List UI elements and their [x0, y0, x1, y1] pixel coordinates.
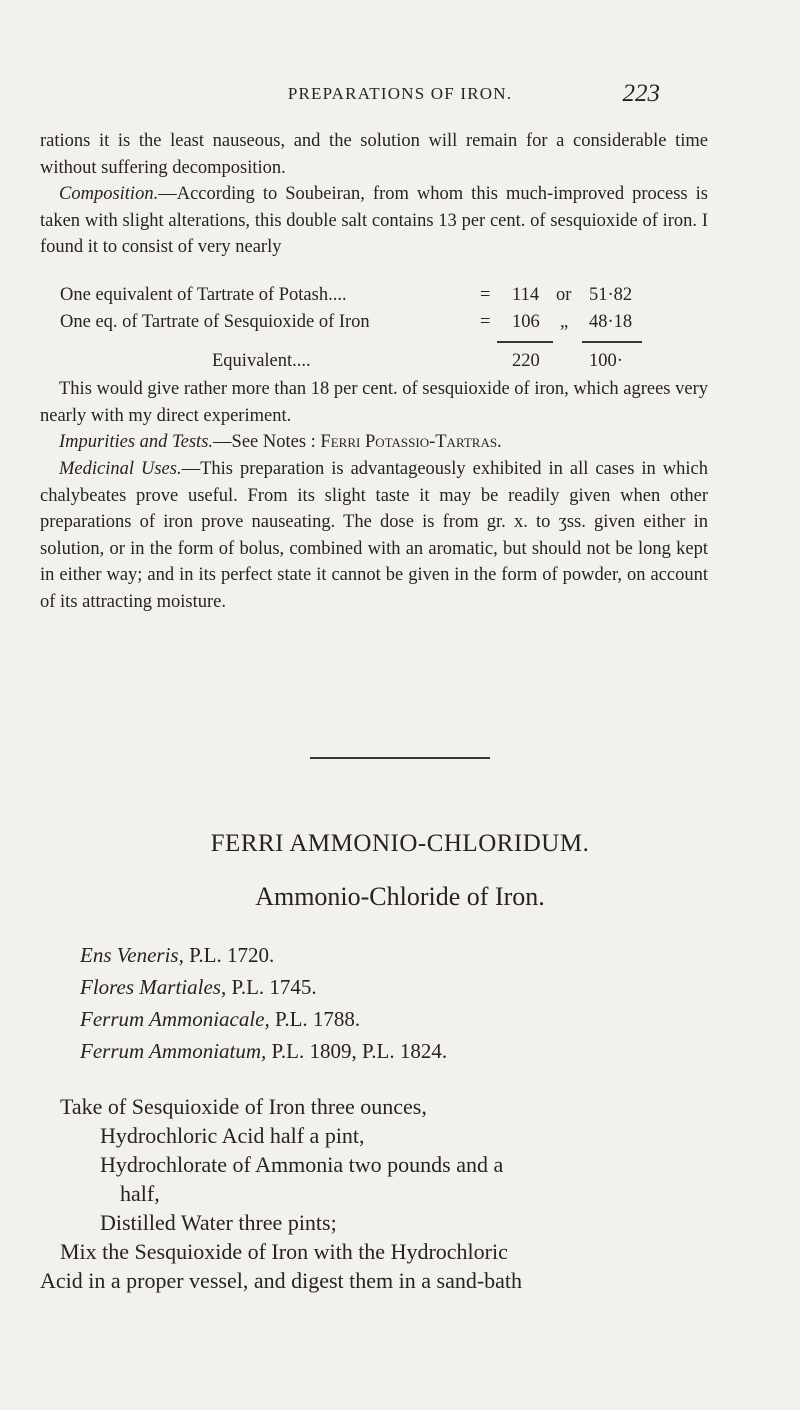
recipe-line: Distilled Water three pints; [100, 1210, 337, 1235]
recipe-line: Hydrochlorate of Ammonia two pounds and a [100, 1152, 504, 1177]
synonym-name: Flores Martiales, [80, 975, 227, 999]
synonym-reference: P.L. 1745. [231, 975, 317, 999]
synonym-reference: P.L. 1809, P.L. 1824. [271, 1039, 448, 1063]
after-table-text: This would give rather more than 18 per cent. of sesquioxide of iron, which agrees very nearly with my direct experiment. [40, 379, 708, 426]
impurities-reference: Ferri Potassio-Tartras. [320, 432, 502, 452]
paragraph-medicinal [40, 456, 708, 615]
synonym-line [80, 943, 274, 968]
table-row-sep: „ [560, 311, 569, 332]
synonym-line [80, 1007, 360, 1032]
table-row-label: One equivalent of Tartrate of Potash.... [60, 285, 347, 305]
table-total-value: 220 [512, 351, 540, 371]
synonym-name: Ferrum Ammoniatum, [80, 1039, 267, 1063]
table-total-row [60, 348, 700, 375]
table-row-percent: 51·82 [589, 285, 633, 305]
impurities-text: —See Notes : [213, 432, 321, 452]
section-subtitle: Ammonio-Chloride of Iron. [255, 882, 545, 911]
recipe-text [40, 1092, 680, 1295]
table-row-eq: = [480, 311, 491, 332]
paragraph-composition [40, 181, 708, 261]
sum-rule-value [497, 341, 553, 343]
synonym-reference: P.L. 1788. [275, 1007, 361, 1031]
synonym-reference: P.L. 1720. [189, 943, 275, 967]
impurities-label: Impurities and Tests. [59, 432, 214, 452]
recipe-line: Take of Sesquioxide of Iron three ounces, [60, 1094, 427, 1119]
section-divider [310, 757, 490, 759]
synonym-line [80, 975, 317, 1000]
table-row-label: One eq. of Tartrate of Sesquioxide of Iron [60, 311, 370, 332]
table-row-eq: = [480, 285, 491, 305]
section-title: FERRI AMMONIO-CHLORIDUM. [210, 830, 590, 857]
table-total-percent: 100· [589, 351, 623, 371]
opening-text: rations it is the least nauseous, and the solution will remain for a considerable time without suffering decomposition. [40, 131, 708, 178]
table-row [60, 309, 700, 336]
paragraph-impurities [40, 429, 708, 456]
composition-text: —According to Soubeiran, from whom this much-improved process is taken with slight alterations, this double salt contains 13 per cent. of sesquioxide of iron. I found it to consist of very nearly [40, 184, 708, 257]
table-row-percent: 48·18 [589, 311, 633, 332]
recipe-line: half, [120, 1181, 160, 1206]
table-row [60, 282, 700, 309]
synonym-name: Ens Veneris, [80, 943, 184, 967]
page-header [0, 80, 800, 120]
composition-label: Composition. [59, 184, 159, 204]
table-row-sep: or [556, 285, 572, 305]
medicinal-label: Medicinal Uses. [59, 459, 182, 479]
page-number: 223 [622, 80, 660, 107]
paragraph-after-table [40, 376, 708, 429]
table-row-value: 106 [512, 311, 540, 332]
recipe-line: Acid in a proper vessel, and digest them in a sand-bath [40, 1268, 523, 1293]
synonym-name: Ferrum Ammoniacale, [80, 1007, 270, 1031]
recipe-line: Mix the Sesquioxide of Iron with the Hydrochloric [60, 1239, 508, 1264]
medicinal-text: —This preparation is advantageously exhibited in all cases in which chalybeates prove useful. From its slight taste it may be readily given when other preparations of iron prove nauseating. The dose is from gr. x. to ʒss. given either in solution, or in the form of bolus, combined with an aromatic, but should not be long kept in either way; and in its perfect state it cannot be given in the form of powder, on account of its attracting moisture. [40, 459, 708, 612]
composition-total [60, 348, 700, 375]
composition-table [60, 282, 700, 335]
synonym-line [80, 1039, 447, 1064]
sum-rule-percent [582, 341, 642, 343]
paragraph-opening [40, 128, 708, 181]
table-total-label: Equivalent.... [212, 351, 311, 371]
table-row-value: 114 [512, 285, 540, 305]
running-head: PREPARATIONS OF IRON. [287, 84, 513, 103]
recipe-line: Hydrochloric Acid half a pint, [100, 1123, 365, 1148]
